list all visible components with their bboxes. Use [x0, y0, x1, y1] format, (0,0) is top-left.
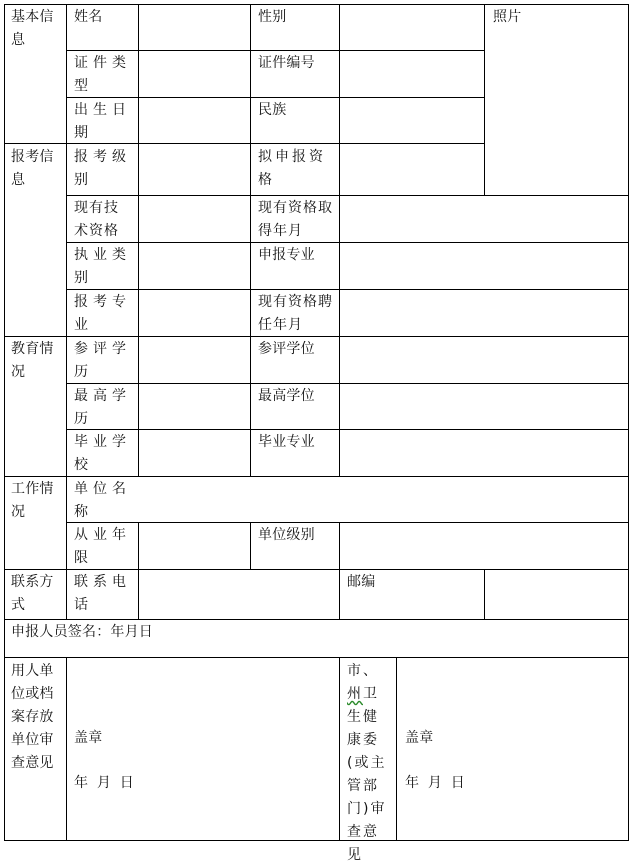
rule-r6 — [66, 289, 629, 290]
rule-photo — [484, 4, 485, 196]
rule-c3 — [250, 4, 251, 476]
rule-r14 — [4, 657, 629, 658]
rule-r4 — [66, 195, 629, 196]
rule-c1-review — [66, 657, 67, 840]
phone-label: 联系电话 — [74, 574, 131, 613]
rule-c4-review — [339, 657, 340, 840]
exam-specialty-label: 报考专业 — [74, 294, 131, 333]
rule-r8 — [66, 383, 629, 384]
rule-left — [4, 4, 5, 841]
current-qualification-label: 现有技术资格 — [74, 200, 119, 239]
birth-date-label: 出生日期 — [74, 102, 131, 141]
gender-label: 性别 — [258, 9, 287, 25]
highest-degree-label: 最高学位 — [258, 388, 315, 404]
rule-r9 — [66, 429, 629, 430]
exam-level-label: 报考级别 — [74, 149, 131, 188]
rule-c3-work — [250, 522, 251, 569]
years-label: 从业年限 — [74, 527, 131, 566]
rule-c1 — [66, 4, 67, 619]
employer-level-label: 单位级别 — [258, 527, 315, 543]
rule-c2 — [138, 4, 139, 476]
rule-r5 — [66, 242, 629, 243]
target-qualification-label: 拟申报资格 — [258, 149, 326, 188]
section-exam-info: 报考信息 — [11, 149, 54, 188]
rule-c4 — [339, 4, 340, 476]
rule-r13 — [4, 619, 629, 620]
id-type-label: 证件类型 — [74, 55, 131, 94]
rule-review-mid — [396, 657, 397, 840]
section-education: 教育情况 — [11, 341, 54, 380]
health-commission-label-wavy: 州 — [347, 686, 363, 702]
qualification-date-label: 现有资格取得年月 — [258, 200, 333, 239]
school-label: 毕业学校 — [74, 434, 131, 473]
id-number-label: 证件编号 — [258, 55, 315, 71]
rule-top — [4, 4, 629, 5]
ethnicity-label: 民族 — [258, 102, 287, 118]
health-commission-label-rest: 卫生健康委(或主管部门)审查意见 — [347, 686, 387, 863]
photo-label: 照片 — [493, 9, 522, 25]
name-label: 姓名 — [74, 9, 103, 25]
employer-label: 单位名称 — [74, 481, 131, 520]
health-commission-label-prefix: 市、 — [347, 663, 379, 679]
rule-bottom — [4, 840, 629, 841]
major-label: 毕业专业 — [258, 434, 315, 450]
section-work: 工作情况 — [11, 481, 54, 520]
signature-label: 申报人员签名：年月日 — [11, 624, 153, 640]
appointment-date-label: 现有资格聘任年月 — [258, 294, 333, 333]
section-contact: 联系方式 — [11, 574, 54, 613]
health-commission-label — [347, 660, 393, 867]
rule-c4-work — [339, 522, 340, 619]
apply-specialty-label: 申报专业 — [258, 247, 315, 263]
health-seal: 盖章 — [405, 730, 434, 746]
rule-right — [628, 4, 629, 841]
practice-category-label: 执业类别 — [74, 247, 131, 286]
evaluation-degree-label: 参评学位 — [258, 341, 315, 357]
evaluation-education-label: 参评学历 — [74, 341, 131, 380]
rule-postcode — [484, 569, 485, 619]
employer-review-label: 用人单位或档案存放单位审查意见 — [11, 663, 54, 771]
highest-education-label: 最高学历 — [74, 388, 131, 427]
health-date: 年 月 日 — [405, 775, 465, 791]
employer-date: 年 月 日 — [74, 775, 134, 791]
rule-r11 — [66, 522, 629, 523]
employer-seal: 盖章 — [74, 730, 103, 746]
rule-c2-work — [138, 522, 139, 619]
rule-r1 — [66, 50, 484, 51]
postcode-label: 邮编 — [347, 574, 376, 590]
section-basic-info: 基本信息 — [11, 9, 54, 48]
